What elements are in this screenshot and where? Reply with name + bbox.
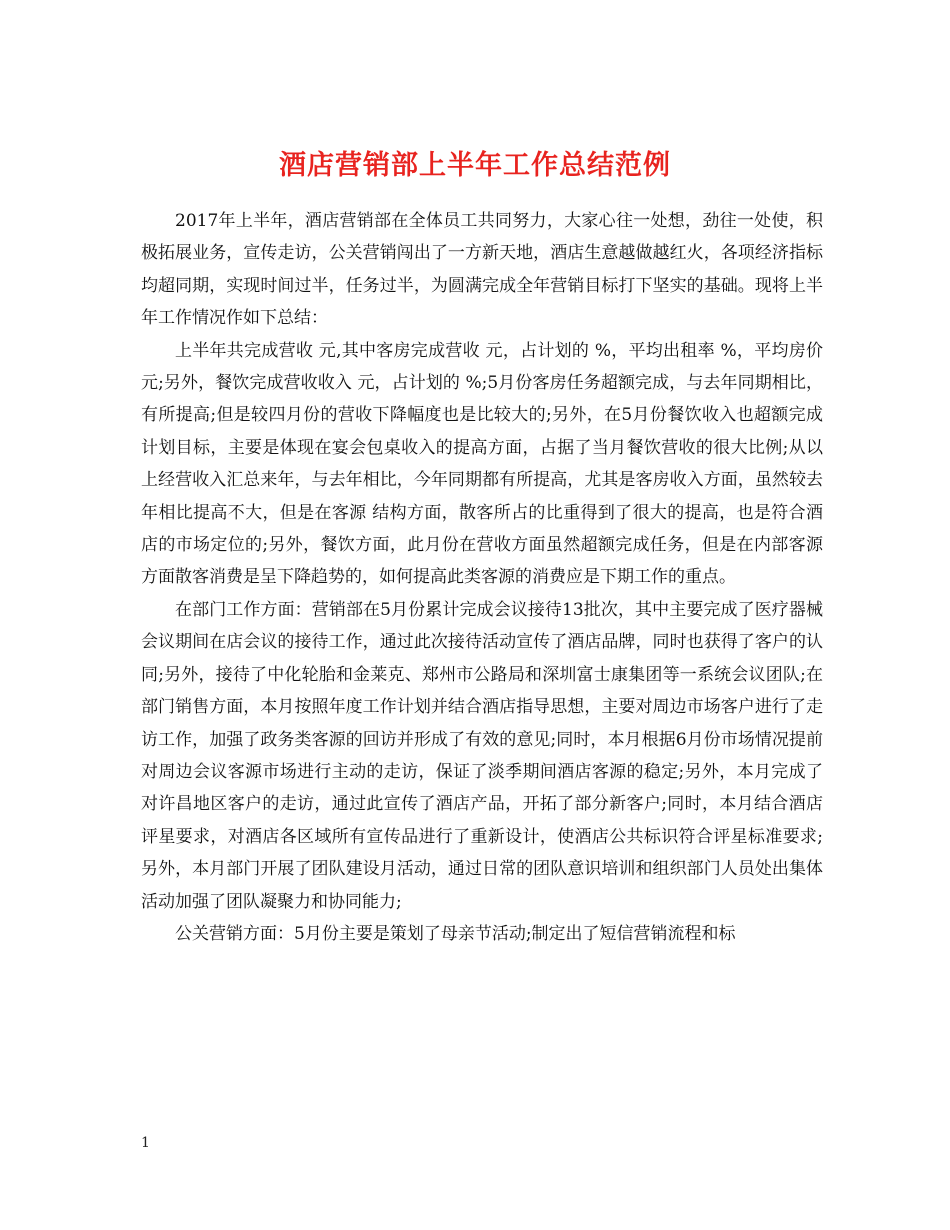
paragraph-revenue: 上半年共完成营收 元,其中客房完成营收 元，占计划的 %，平均出租率 %，平均房价 元;另外，餐饮完成营收收入 元，占计划的 %;5月份客房任务超额完成，与去年同期相比，有所提高;但是较四月份的营收下降幅度也是比较大的;另外，在5月份餐饮收入也超额完成计划目标，主要是体现在宴会包桌收入的提高方面，占据了当月餐饮营收的很大比例;从以上经营收入汇总来年，与去年相比，今年同期都有所提高，尤其是客房收入方面，虽然较去年相比提高不大，但是在客源 结构方面，散客所占的比重得到了很大的提高，也是符合酒店的市场定位的;另外，餐饮方面，此月份在营收方面虽然超额完成任务，但是在内部客源方面散客消费是呈下降趋势的，如何提高此类客源的消费应是下期工作的重点。 xyxy=(141,340,823,588)
document-body xyxy=(141,205,823,950)
paragraph-department-work: 在部门工作方面：营销部在5月份累计完成会议接待13批次，其中主要完成了医疗器械会议期间在店会议的接待工作，通过此次接待活动宣传了酒店品牌，同时也获得了客户的认同;另外，接待了中化轮胎和金莱克、郑州市公路局和深圳富士康集团等一系统会议团队;在部门销售方面，本月按照年度工作计划并结合酒店指导思想，主要对周边市场客户进行了走访工作，加强了政务类客源的回访并形成了有效的意见;同时，本月根据6月份市场情况提前对周边会议客源市场进行主动的走访，保证了淡季期间酒店客源的稳定;另外，本月完成了对许昌地区客户的走访，通过此宣传了酒店产品，开拓了部分新客户;同时，本月结合酒店评星要求，对酒店各区域所有宣传品进行了重新设计，使酒店公共标识符合评星标准要求;另外，本月部门开展了团队建设月活动，通过日常的团队意识培训和组织部门人员处出集体活动加强了团队凝聚力和协同能力; xyxy=(141,599,823,912)
document-title: 酒店营销部上半年工作总结范例 xyxy=(279,150,671,182)
page-number: 1 xyxy=(141,1135,150,1151)
paragraph-intro: 2017年上半年，酒店营销部在全体员工共同努力，大家心往一处想，劲往一处使，积极拓展业务，宣传走访，公关营销闯出了一方新天地，酒店生意越做越红火，各项经济指标均超同期，实现时间过半，任务过半，为圆满完成全年营销目标打下坚实的基础。现将上半年工作情况作如下总结： xyxy=(141,211,823,329)
paragraph-public-relations: 公关营销方面：5月份主要是策划了母亲节活动;制定出了短信营销流程和标 xyxy=(175,923,736,944)
